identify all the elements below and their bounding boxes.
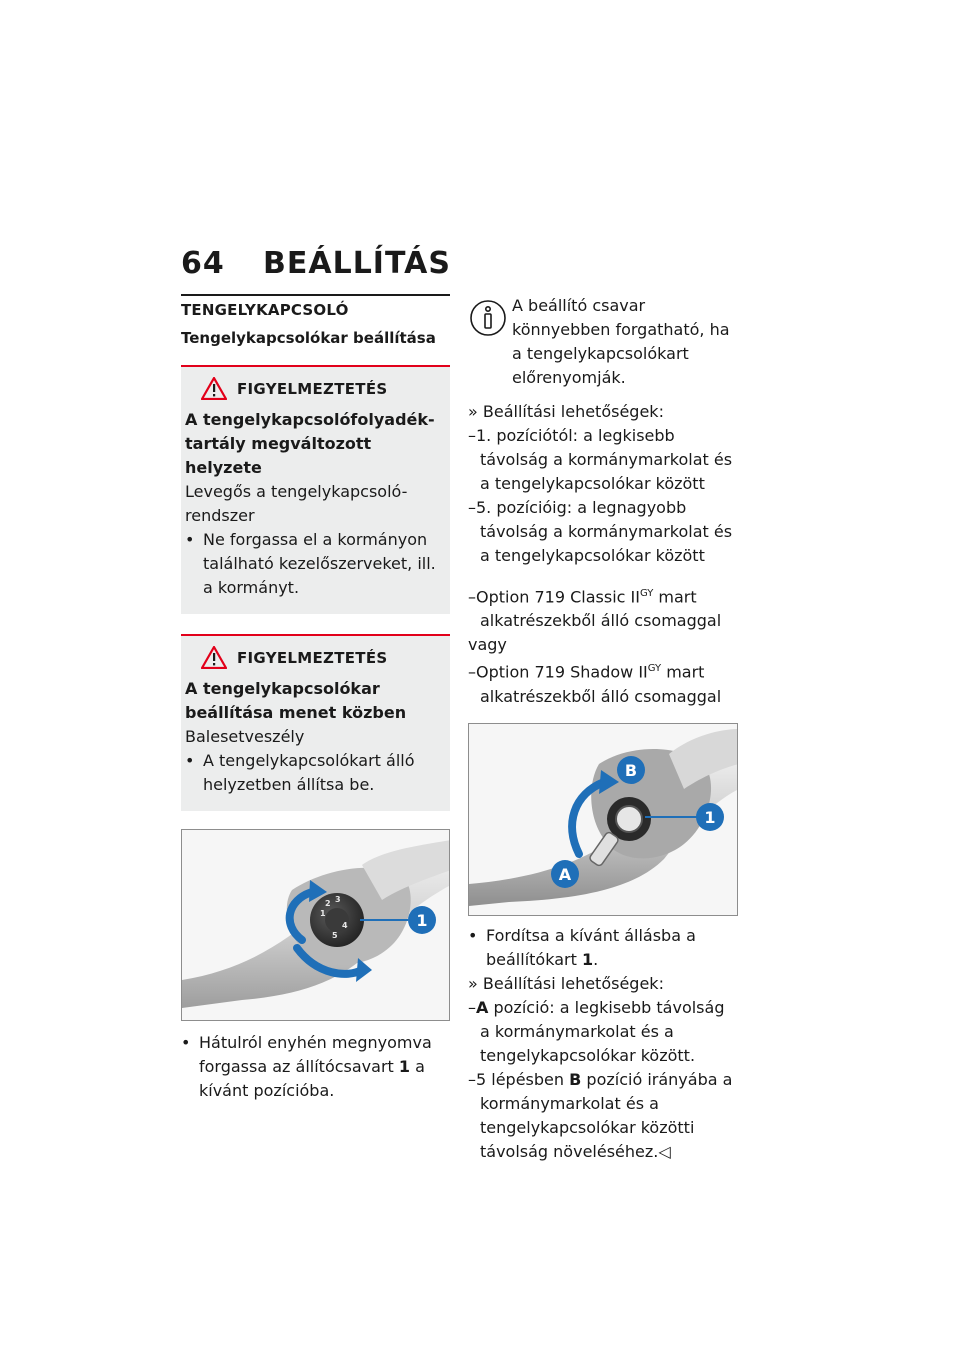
warning-label: FIGYELMEZTETÉS [237,648,388,667]
svg-text:3: 3 [335,895,341,904]
callout-a: A [558,864,572,884]
page-header [181,246,451,281]
clutch-lever-dial-figure [181,829,450,1021]
info-note [468,294,738,390]
option-position-5: –5. pozícióig: a legnagyobb távolság a kormánymarkolat és a tengelykapcsolókar között [468,498,733,565]
warning-instruction: • A tengelykapcsolókart álló helyzetben állítsa be. [185,751,415,794]
warning-triangle-icon [201,646,227,669]
svg-text:4: 4 [342,921,348,930]
page-number: 64 [181,246,225,281]
equipment-option-shadow: –Option 719 Shadow $II^{GY}$ mart alkatrészekből álló csomaggal [468,662,722,706]
section-title: TENGELYKAPCSOLÓ [181,301,349,319]
equipment-or: vagy [468,635,507,655]
warning-box-1 [181,365,450,614]
equipment-option-classic: –Option 719 Classic $II^{GY}$ mart alkatrészekből álló csomaggal [468,587,722,631]
warning-box-2 [181,634,450,811]
options-intro: » Beállítási lehetőségek: [468,402,664,421]
svg-text:5: 5 [332,931,338,940]
warning-title: A tengelykapcsolókar beállítása menet közben [185,679,407,722]
warning-instruction: • Ne forgassa el a kormányon található kezelőszerveket, ill. a kormányt. [185,530,436,597]
milled-lever-figure [468,723,738,916]
warning-title: A tengelykapcsolófolyadék-tartály megváltozott helyzete [185,410,435,477]
instruction-rotate-screw: • Hátulról enyhén megnyomva forgassa az állítócsavart 1 a kívánt pozícióba. [181,1033,432,1100]
option-position-1: –1. pozíciótól: a legkisebb távolság a kormánymarkolat és a tengelykapcsolókar között [468,426,733,493]
end-of-section-mark: ◁ [658,1141,671,1161]
left-column [181,294,450,1103]
info-icon [468,298,508,338]
right-column [468,294,738,1164]
callout-b: B [624,760,638,780]
callout-1: 1 [704,807,716,827]
warning-consequence: Balesetveszély [185,727,305,746]
subsection-title: Tengelykapcsolókar beállítása [181,329,436,347]
warning-label: FIGYELMEZTETÉS [237,379,388,398]
callout-1: 1 [416,911,428,930]
chapter-title: BEÁLLÍTÁS [263,246,451,281]
info-note-text: A beállító csavar könnyebben forgatható, ha a tengelykapcsolókart előrenyomják. [512,296,730,387]
warning-consequence: Levegős a tengelykapcsoló-rendszer [185,482,408,525]
svg-text:2: 2 [325,899,331,908]
options-intro-2: » Beállítási lehetőségek: [468,973,664,993]
option-position-a: –A pozíció: a legkisebb távolság a kormánymarkolat és a tengelykapcsolókar között. [468,997,725,1065]
instruction-turn-lever: • Fordítsa a kívánt állásba a beállítókart 1. [468,925,696,969]
warning-triangle-icon [201,377,227,400]
option-position-b: –5 lépésben B pozíció irányába a kormánymarkolat és a tengelykapcsolókar közötti távolság növeléséhez.◁ [468,1069,733,1161]
svg-text:1: 1 [320,909,326,918]
